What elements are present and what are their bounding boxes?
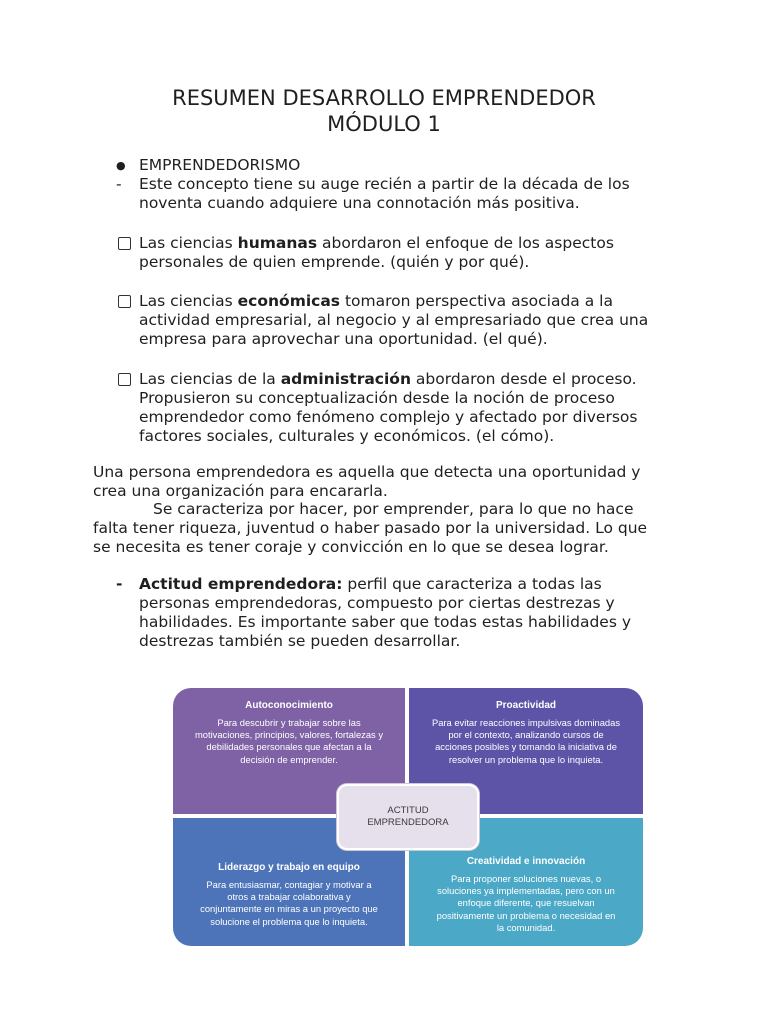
list-item-line: empresa para aprovechar una oportunidad. (el qué). (139, 330, 548, 348)
quadrant-title: Creatividad e innovación (466, 856, 586, 867)
dash-marker: - (116, 575, 123, 593)
checkbox-icon (118, 237, 131, 250)
checkbox-icon (118, 373, 131, 386)
diagram-center-label (337, 784, 479, 850)
paragraph-line: Se caracteriza por hacer, por emprender, para lo que no hace (153, 500, 634, 518)
quadrant-text: enfoque diferente, que resuelvan (457, 897, 595, 909)
quadrant-text: Para proponer soluciones nuevas, o (450, 873, 602, 884)
quadrant-text: por el contexto, analizando cursos de (448, 729, 604, 741)
paragraph-line: Una persona emprendedora es aquella que detecta una oportunidad y (93, 463, 641, 481)
quadrant-text: decisión de emprender. (240, 753, 338, 765)
quadrant-text: debilidades personales que afectan a la (206, 741, 372, 753)
list-item-line: Actitud emprendedora: perfil que caracteriza a todas las (139, 575, 602, 593)
quadrant-text: la comunidad. (496, 921, 556, 933)
section-line: Este concepto tiene su auge recién a partir de la década de los (139, 175, 630, 193)
center-label-line: ACTITUD (387, 805, 429, 816)
list-item-line: Las ciencias económicas tomaron perspectiva asociada a la (139, 292, 613, 310)
list-item-line: personas emprendedoras, compuesto por ciertas destrezas y (139, 594, 615, 612)
list-item-line: factores sociales, culturales y económicos. (el cómo). (139, 427, 555, 445)
quadrant-text: acciones posibles y tomando la iniciativa de (435, 741, 617, 753)
quadrant-text: Para descubrir y trabajar sobre las (217, 717, 361, 728)
section-line: noventa cuando adquiere una connotación más positiva. (139, 194, 580, 212)
paragraph-line: crea una organización para encararla. (93, 482, 388, 500)
paragraph-line: falta tener riqueza, juventud o haber pasado por la universidad. Lo que (93, 519, 648, 537)
document-title: RESUMEN DESARROLLO EMPRENDEDOR (172, 86, 596, 110)
quadrant-text: solucione el problema que lo inquieta. (210, 915, 368, 927)
quadrant-text: Para entusiasmar, contagiar y motivar a (206, 879, 372, 890)
list-item-line: Las ciencias de la administración abordaron desde el proceso. (139, 370, 637, 388)
list-item-line: personales de quien emprende. (quién y por qué). (139, 253, 530, 271)
quadrant-title: Autoconocimiento (245, 700, 333, 711)
quadrant-title: Proactividad (495, 700, 557, 711)
list-item-line: Las ciencias humanas abordaron el enfoque de los aspectos (139, 234, 614, 252)
section-heading: EMPRENDEDORISMO (139, 156, 301, 174)
list-item-line: destrezas también se pueden desarrollar. (139, 632, 461, 650)
paragraph-line: se necesita es tener coraje y convicción en lo que se desea lograr. (93, 538, 609, 556)
list-item-line: Propusieron su conceptualización desde la noción de proceso (139, 389, 615, 407)
document-subtitle: MÓDULO 1 (327, 112, 441, 136)
quadrant-text: motivaciones, principios, valores, fortalezas y (194, 729, 384, 741)
list-item-line: actividad empresarial, al negocio y al empresariado que crea una (139, 311, 649, 329)
bullet-marker: ● (116, 159, 126, 172)
quadrant-text: resolver un problema que lo inquieta. (448, 753, 604, 765)
quadrant-text: conjuntamente en miras a un proyecto que (200, 903, 378, 915)
dash-marker: - (116, 175, 122, 193)
list-item-line: emprendedor como fenómeno complejo y afectado por diversos (139, 408, 638, 426)
center-label-line: EMPRENDEDORA (367, 817, 449, 828)
quadrant-title: Liderazgo y trabajo en equipo (218, 862, 360, 873)
quadrant-text: otros a trabajar colaborativa y (227, 891, 351, 903)
quadrant-text: positivamente un problema o necesidad en (436, 909, 616, 921)
quadrant-text: soluciones ya implementadas, pero con un (437, 885, 615, 897)
quadrant-text: Para evitar reacciones impulsivas dominadas (431, 717, 621, 728)
attitude-diagram (173, 688, 643, 946)
checkbox-icon (118, 295, 131, 308)
list-item-line: habilidades. Es importante saber que todas estas habilidades y (139, 613, 631, 631)
